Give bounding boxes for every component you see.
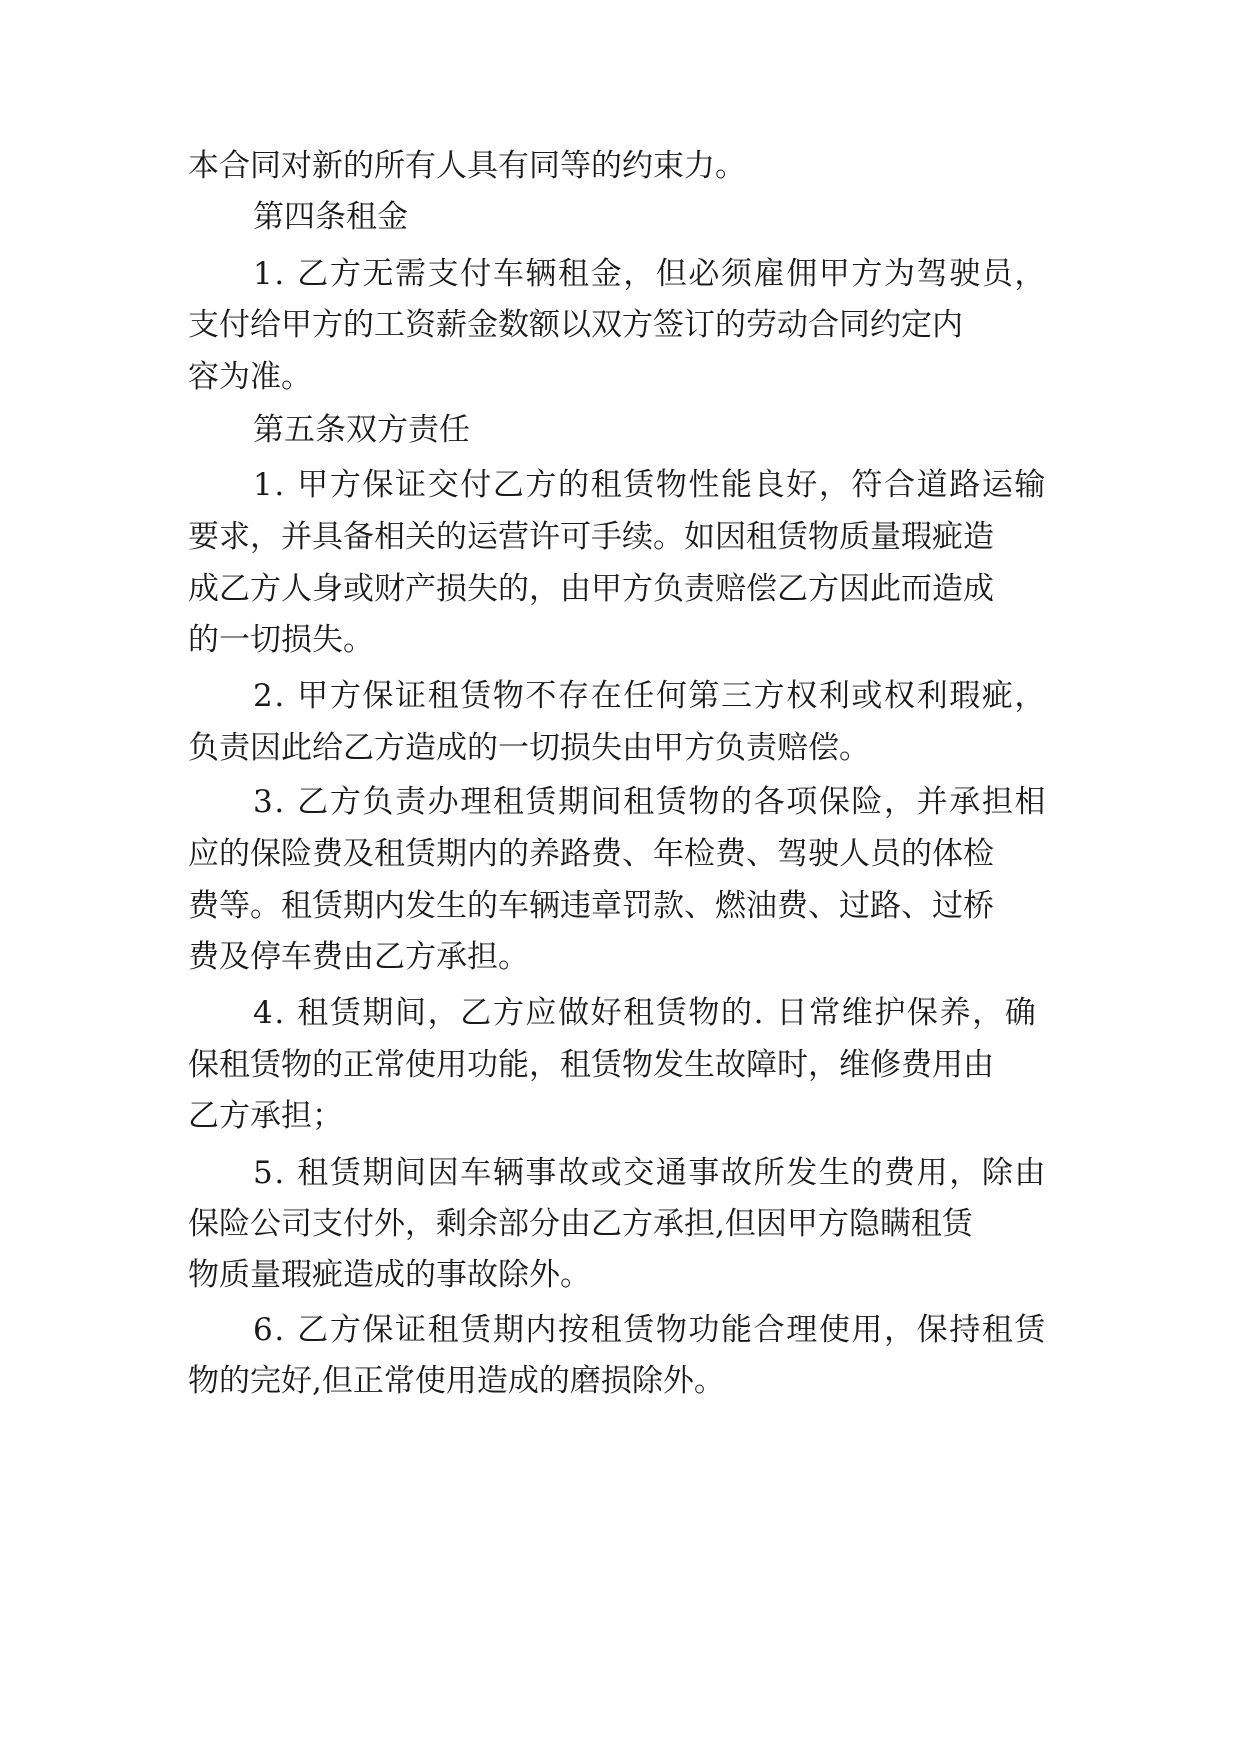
clause-4-1-line: 1. 乙方无需支付车辆租金，但必须雇佣甲方为驾驶员， — [253, 256, 1048, 292]
clause-5-1-line: 成乙方人身或财产损失的，由甲方负责赔偿乙方因此而造成 — [188, 571, 994, 607]
clause-5-6-line: 6. 乙方保证租赁期内按租赁物功能合理使用，保持租赁 — [253, 1312, 1048, 1348]
clause-5-3-line: 费等。租赁期内发生的车辆违章罚款、燃油费、过路、过桥 — [188, 888, 994, 924]
body-text-line: 本合同对新的所有人具有同等的约束力。 — [188, 148, 746, 184]
section-heading-responsibilities: 第五条双方责任 — [253, 412, 470, 448]
clause-5-2-line: 2. 甲方保证租赁物不存在任何第三方权利或权利瑕疵， — [253, 678, 1048, 714]
section-heading-rent: 第四条租金 — [253, 199, 408, 235]
clause-5-1-line: 1. 甲方保证交付乙方的租赁物性能良好，符合道路运输 — [253, 467, 1048, 503]
clause-5-1-line: 的一切损失。 — [188, 622, 374, 658]
clause-4-1-line: 容为准。 — [188, 359, 312, 395]
clause-4-1-line: 支付给甲方的工资薪金数额以双方签订的劳动合同约定内 — [188, 307, 963, 343]
clause-5-4-line: 乙方承担； — [188, 1098, 343, 1134]
clause-5-2-line: 负责因此给乙方造成的一切损失由甲方负责赔偿。 — [188, 730, 870, 766]
clause-5-6-line: 物的完好,但正常使用造成的磨损除外。 — [188, 1363, 725, 1399]
clause-5-5-line: 物质量瑕疵造成的事故除外。 — [188, 1257, 591, 1293]
clause-5-3-line: 3. 乙方负责办理租赁期间租赁物的各项保险，并承担相 — [253, 784, 1048, 820]
clause-5-4-line: 4. 租赁期间，乙方应做好租赁物的. 日常维护保养，确 — [253, 995, 1038, 1031]
clause-5-3-line: 应的保险费及租赁期内的养路费、年检费、驾驶人员的体检 — [188, 836, 994, 872]
clause-5-1-line: 要求，并具备相关的运营许可手续。如因租赁物质量瑕疵造 — [188, 519, 994, 555]
clause-5-5-line: 5. 租赁期间因车辆事故或交通事故所发生的费用，除由 — [253, 1155, 1048, 1191]
clause-5-4-line: 保租赁物的正常使用功能，租赁物发生故障时，维修费用由 — [188, 1047, 994, 1083]
clause-5-3-line: 费及停车费由乙方承担。 — [188, 939, 529, 975]
clause-5-5-line: 保险公司支付外，剩余部分由乙方承担,但因甲方隐瞒租赁 — [188, 1206, 973, 1242]
